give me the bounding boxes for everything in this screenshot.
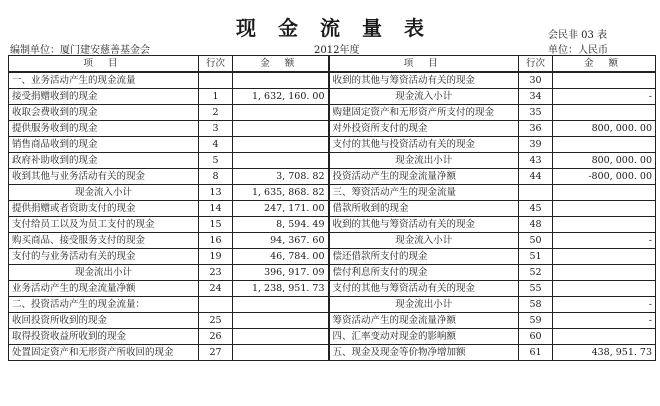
left-amount-cell: 1, 238, 951. 73 bbox=[233, 281, 329, 297]
left-item-cell: 销售商品收到的现金 bbox=[9, 137, 199, 153]
right-amount-cell bbox=[553, 137, 656, 153]
left-line-no-cell: 15 bbox=[199, 217, 233, 233]
right-amount-cell: - bbox=[553, 89, 656, 105]
right-line-no-cell: 50 bbox=[519, 233, 553, 249]
left-line-no-cell: 24 bbox=[199, 281, 233, 297]
right-item-cell: 五、现金及现金等价物净增加额 bbox=[329, 345, 519, 361]
right-item-header: 项 目 bbox=[329, 56, 519, 73]
left-amount-cell: 46, 784. 00 bbox=[233, 249, 329, 265]
right-line-no-cell bbox=[519, 185, 553, 201]
left-line-no-cell bbox=[199, 72, 233, 89]
right-item-cell: 借款所收到的现金 bbox=[329, 201, 519, 217]
right-amount-header: 金 额 bbox=[553, 56, 656, 73]
right-line-no-cell: 35 bbox=[519, 105, 553, 121]
table-row bbox=[9, 281, 656, 297]
right-amount-cell: 438, 951. 73 bbox=[553, 345, 656, 361]
left-item-cell: 收到其他与业务活动有关的现金 bbox=[9, 169, 199, 185]
report-year: 2012年度 bbox=[314, 45, 360, 56]
left-item-cell: 现金流出小计 bbox=[9, 265, 199, 281]
left-line-no-cell: 27 bbox=[199, 345, 233, 361]
right-line-no-cell: 58 bbox=[519, 297, 553, 313]
right-line-no-cell: 55 bbox=[519, 281, 553, 297]
left-line-no-header: 行次 bbox=[199, 56, 233, 73]
left-amount-cell: 396, 917. 09 bbox=[233, 265, 329, 281]
left-item-cell: 购买商品、接受服务支付的现金 bbox=[9, 233, 199, 249]
left-item-cell: 收取会费收到的现金 bbox=[9, 105, 199, 121]
left-line-no-cell: 13 bbox=[199, 185, 233, 201]
left-line-no-cell: 8 bbox=[199, 169, 233, 185]
left-amount-cell bbox=[233, 105, 329, 121]
left-item-cell: 政府补助收到的现金 bbox=[9, 153, 199, 169]
right-line-no-cell: 48 bbox=[519, 217, 553, 233]
left-item-cell: 提供服务收到的现金 bbox=[9, 121, 199, 137]
left-item-cell: 取得投资收益所收到的现金 bbox=[9, 329, 199, 345]
table-row bbox=[9, 249, 656, 265]
right-amount-cell bbox=[553, 281, 656, 297]
left-amount-header: 金 额 bbox=[233, 56, 329, 73]
table-row bbox=[9, 329, 656, 345]
right-line-no-cell: 45 bbox=[519, 201, 553, 217]
right-line-no-cell: 44 bbox=[519, 169, 553, 185]
left-amount-cell bbox=[233, 345, 329, 361]
right-amount-cell bbox=[553, 72, 656, 89]
table-row bbox=[9, 297, 656, 313]
right-amount-cell: - bbox=[553, 297, 656, 313]
left-line-no-cell: 2 bbox=[199, 105, 233, 121]
table-row bbox=[9, 217, 656, 233]
right-item-cell: 筹资活动产生的现金流量净额 bbox=[329, 313, 519, 329]
right-amount-cell: - bbox=[553, 313, 656, 329]
left-item-cell: 处置固定资产和无形资产所收回的现金 bbox=[9, 345, 199, 361]
right-amount-cell bbox=[553, 201, 656, 217]
left-line-no-cell bbox=[199, 297, 233, 313]
right-item-cell: 现金流入小计 bbox=[329, 89, 519, 105]
left-amount-cell bbox=[233, 153, 329, 169]
right-item-cell: 三、筹资活动产生的现金流量 bbox=[329, 185, 519, 201]
right-amount-cell: 800, 000. 00 bbox=[553, 121, 656, 137]
right-amount-cell bbox=[553, 265, 656, 281]
left-amount-cell bbox=[233, 329, 329, 345]
right-item-cell: 偿还借款所支付的现金 bbox=[329, 249, 519, 265]
left-item-cell: 现金流入小计 bbox=[9, 185, 199, 201]
right-line-no-cell: 36 bbox=[519, 121, 553, 137]
right-item-cell: 对外投资所支付的现金 bbox=[329, 121, 519, 137]
left-line-no-cell: 3 bbox=[199, 121, 233, 137]
right-line-no-cell: 43 bbox=[519, 153, 553, 169]
right-item-cell: 支付的其他与投资活动有关的现金 bbox=[329, 137, 519, 153]
table-row bbox=[9, 265, 656, 281]
table-row bbox=[9, 153, 656, 169]
right-line-no-cell: 34 bbox=[519, 89, 553, 105]
left-amount-cell bbox=[233, 121, 329, 137]
right-line-no-cell: 59 bbox=[519, 313, 553, 329]
right-item-cell: 现金流出小计 bbox=[329, 153, 519, 169]
left-amount-cell bbox=[233, 137, 329, 153]
right-amount-cell bbox=[553, 105, 656, 121]
left-item-cell: 支付的与业务活动有关的现金 bbox=[9, 249, 199, 265]
cash-flow-table bbox=[8, 55, 656, 361]
left-line-no-cell: 19 bbox=[199, 249, 233, 265]
right-line-no-cell: 60 bbox=[519, 329, 553, 345]
left-amount-cell: 1, 632, 160. 00 bbox=[233, 89, 329, 105]
right-amount-cell: 800, 000. 00 bbox=[553, 153, 656, 169]
right-item-cell: 四、汇率变动对现金的影响额 bbox=[329, 329, 519, 345]
table-body bbox=[9, 72, 656, 361]
left-amount-cell bbox=[233, 297, 329, 313]
left-line-no-cell: 1 bbox=[199, 89, 233, 105]
right-amount-cell: -800, 000. 00 bbox=[553, 169, 656, 185]
left-item-cell: 一、业务活动产生的现金流量 bbox=[9, 72, 199, 89]
left-line-no-cell: 5 bbox=[199, 153, 233, 169]
right-amount-cell: - bbox=[553, 233, 656, 249]
table-header-row bbox=[9, 56, 656, 73]
right-line-no-cell: 30 bbox=[519, 72, 553, 89]
table-row bbox=[9, 137, 656, 153]
left-item-cell: 支付给员工以及为员工支付的现金 bbox=[9, 217, 199, 233]
organization-unit: 编制单位：厦门建安慈善基金会 bbox=[10, 45, 150, 56]
left-line-no-cell: 26 bbox=[199, 329, 233, 345]
right-amount-cell bbox=[553, 185, 656, 201]
right-item-cell: 现金流入小计 bbox=[329, 233, 519, 249]
table-row bbox=[9, 121, 656, 137]
right-line-no-cell: 39 bbox=[519, 137, 553, 153]
left-item-header: 项 目 bbox=[9, 56, 199, 73]
left-amount-cell: 3, 708. 82 bbox=[233, 169, 329, 185]
table-row bbox=[9, 233, 656, 249]
left-line-no-cell: 23 bbox=[199, 265, 233, 281]
left-line-no-cell: 16 bbox=[199, 233, 233, 249]
report-title: 现金流量表 bbox=[236, 16, 446, 40]
right-item-cell: 投资活动产生的现金流量净额 bbox=[329, 169, 519, 185]
table-row bbox=[9, 313, 656, 329]
table-row bbox=[9, 72, 656, 89]
table-row bbox=[9, 169, 656, 185]
left-amount-cell: 1, 635, 868. 82 bbox=[233, 185, 329, 201]
left-amount-cell bbox=[233, 313, 329, 329]
right-item-cell: 现金流出小计 bbox=[329, 297, 519, 313]
table-row bbox=[9, 185, 656, 201]
left-amount-cell: 8, 594. 49 bbox=[233, 217, 329, 233]
right-line-no-cell: 51 bbox=[519, 249, 553, 265]
table-row bbox=[9, 201, 656, 217]
form-code: 会民非 03 表 bbox=[548, 30, 608, 41]
currency-unit: 单位：人民币 bbox=[548, 45, 608, 56]
right-amount-cell bbox=[553, 329, 656, 345]
right-line-no-header: 行次 bbox=[519, 56, 553, 73]
left-amount-cell bbox=[233, 72, 329, 89]
left-line-no-cell: 14 bbox=[199, 201, 233, 217]
right-item-cell: 收到的其他与筹资活动有关的现金 bbox=[329, 72, 519, 89]
left-item-cell: 收回投资所收到的现金 bbox=[9, 313, 199, 329]
table-row bbox=[9, 105, 656, 121]
left-item-cell: 提供捐赠或者资助支付的现金 bbox=[9, 201, 199, 217]
table-row bbox=[9, 345, 656, 361]
right-item-cell: 购建固定资产和无形资产所支付的现金 bbox=[329, 105, 519, 121]
right-amount-cell bbox=[553, 249, 656, 265]
table-row bbox=[9, 89, 656, 105]
left-item-cell: 业务活动产生的现金流量净额 bbox=[9, 281, 199, 297]
left-item-cell: 二、投资活动产生的现金流量： bbox=[9, 297, 199, 313]
left-amount-cell: 94, 367. 60 bbox=[233, 233, 329, 249]
left-item-cell: 接受捐赠收到的现金 bbox=[9, 89, 199, 105]
right-amount-cell bbox=[553, 217, 656, 233]
right-line-no-cell: 61 bbox=[519, 345, 553, 361]
left-line-no-cell: 4 bbox=[199, 137, 233, 153]
right-item-cell: 支付的其他与筹资活动有关的现金 bbox=[329, 281, 519, 297]
left-line-no-cell: 25 bbox=[199, 313, 233, 329]
right-line-no-cell: 52 bbox=[519, 265, 553, 281]
right-item-cell: 收到的其他与筹资活动有关的现金 bbox=[329, 217, 519, 233]
left-amount-cell: 247, 171. 00 bbox=[233, 201, 329, 217]
right-item-cell: 偿付利息所支付的现金 bbox=[329, 265, 519, 281]
